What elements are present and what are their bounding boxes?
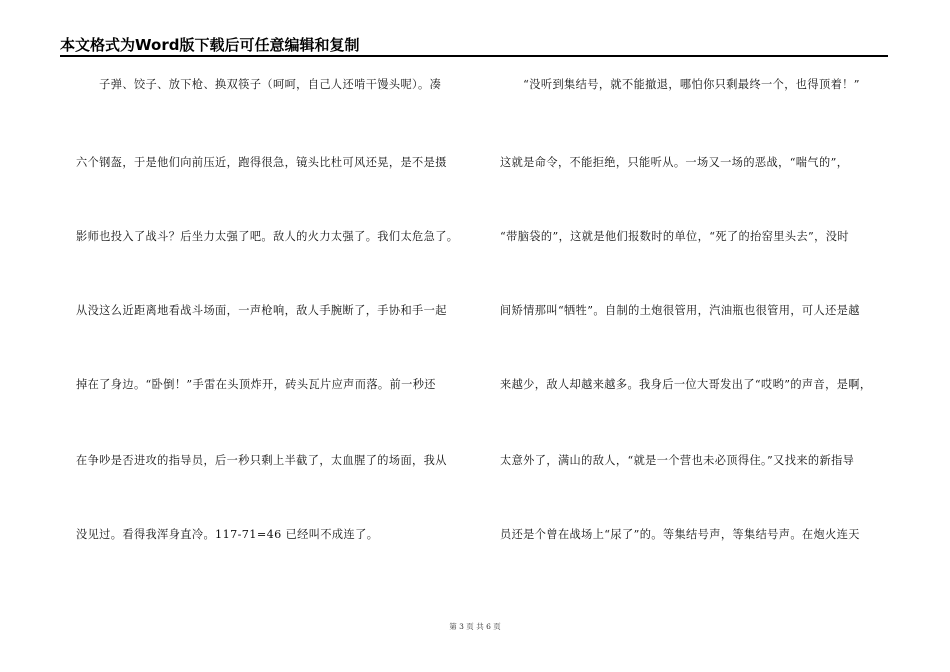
left-text-column [76, 0, 472, 560]
text-line: 六个钢盔，于是他们向前压近，跑得很急，镜头比杜可风还晃，是不是摄 [76, 156, 447, 169]
text-line: 这就是命令，不能拒绝，只能听从。一场又一场的恶战，“喘气的”， [500, 156, 849, 169]
text-line: 太意外了，满山的敌人，“就是一个营也未必顶得住。”又找来的新指导 [500, 454, 855, 467]
text-line: 没见过。看得我浑身直冷。117-71=46 已经叫不成连了。 [76, 528, 379, 541]
right-text-column [500, 0, 892, 560]
text-line: “没听到集结号，就不能撤退，哪怕你只剩最终一个，也得顶着！” [500, 78, 860, 91]
text-line: 从没这么近距离地看战斗场面，一声枪响，敌人手腕断了，手协和手一起 [76, 304, 447, 317]
page-number-footer: 第 3 页 共 6 页 [449, 622, 501, 631]
text-line: 间矫情那叫“牺牲”。自制的土炮很管用，汽油瓶也很管用，可人还是越 [500, 304, 860, 317]
text-line: 来越少，敌人却越来越多。我身后一位大哥发出了“哎哟”的声音，是啊， [500, 378, 872, 391]
document-header-title: 本文格式为Word版下载后可任意编辑和复制 [60, 36, 360, 54]
text-line: “带脑袋的”，这就是他们报数时的单位，“死了的抬窑里头去”，没时 [500, 230, 849, 243]
text-line: 员还是个曾在战场上“尿了”的。等集结号声，等集结号声。在炮火连天 [500, 528, 860, 541]
text-line: 影师也投入了战斗？后坐力太强了吧。敌人的火力太强了。我们太危急了。 [76, 230, 459, 243]
text-line: 掉在了身边。“卧倒！”手雷在头顶炸开，砖头瓦片应声而落。前一秒还 [76, 378, 436, 391]
text-line: 子弹、饺子、放下枪、换双筷子（呵呵，自己人还啃干馒头呢）。凑 [76, 78, 442, 91]
text-line: 在争吵是否进攻的指导员，后一秒只剩上半截了，太血腥了的场面，我从 [76, 454, 447, 467]
